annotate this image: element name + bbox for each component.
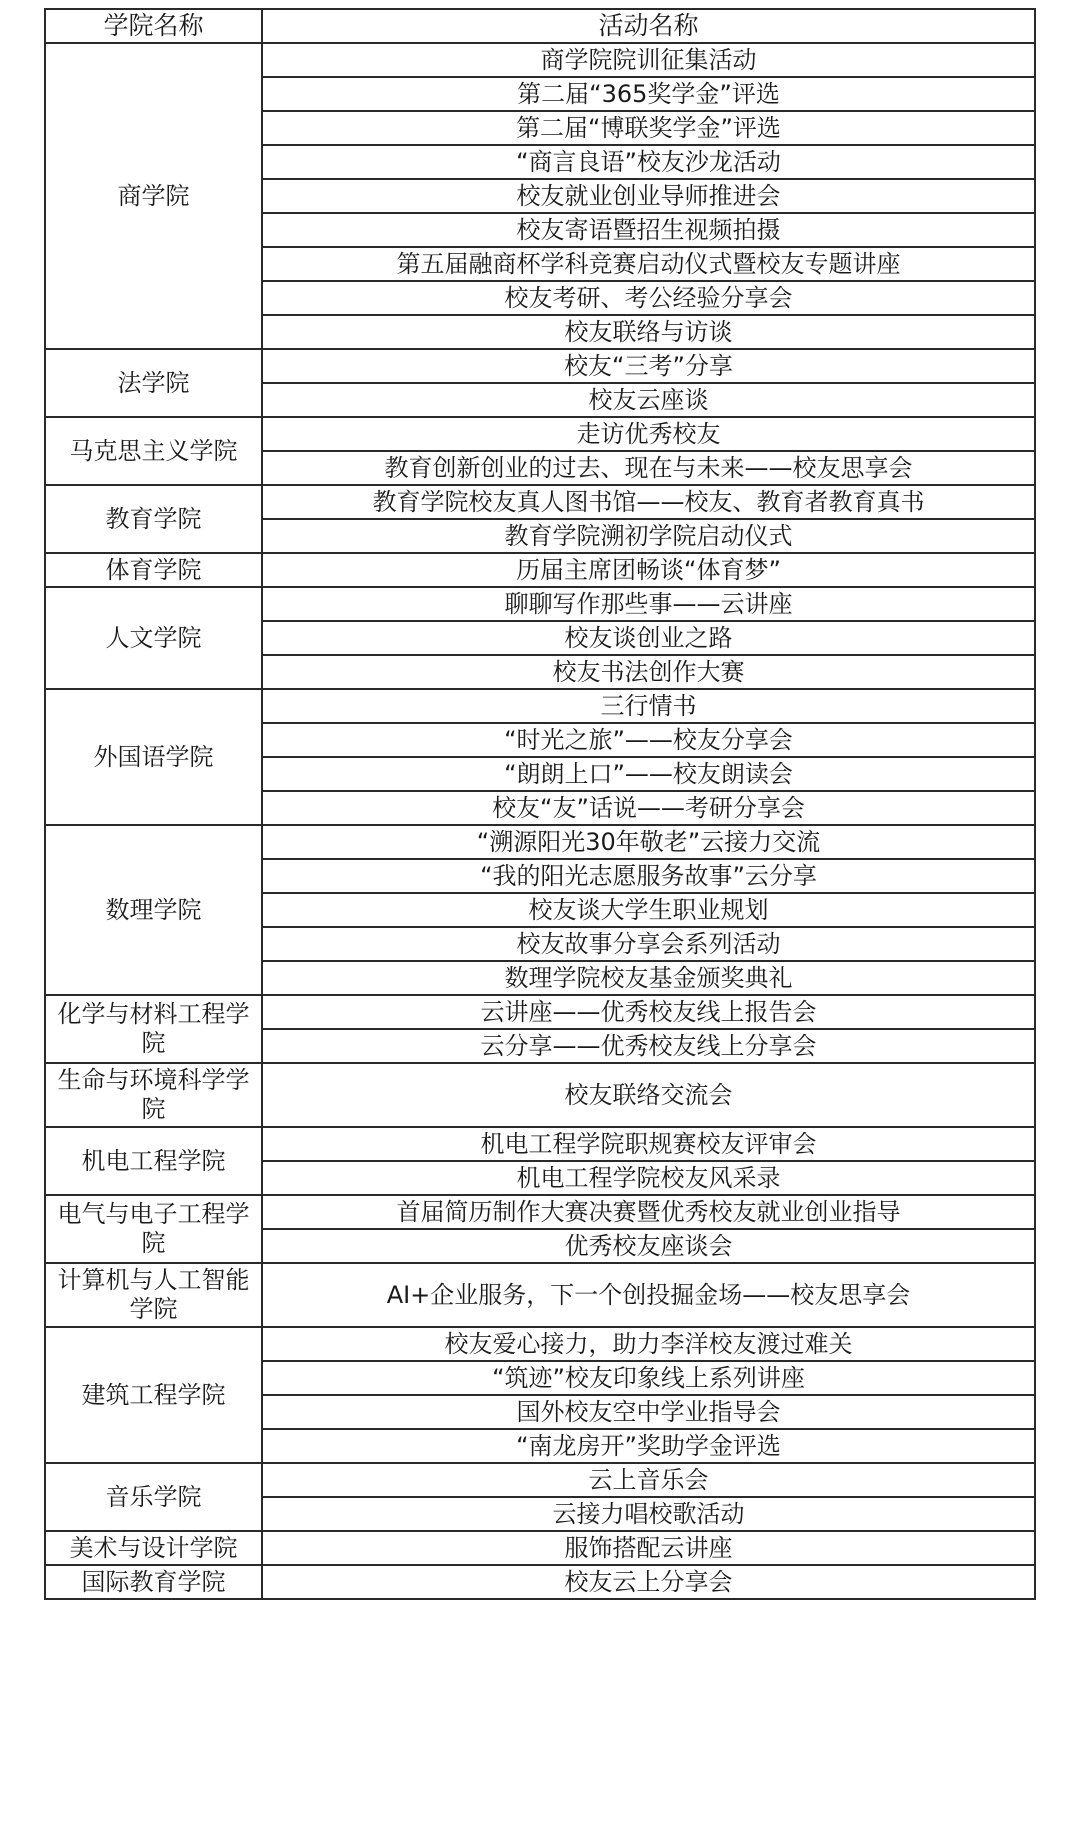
college-name-cell: 外国语学院 (45, 689, 262, 825)
table-row (45, 553, 1035, 587)
activity-name-cell: 云接力唱校歌活动 (262, 1497, 1035, 1531)
activity-name-cell: 教育创新创业的过去、现在与未来——校友思享会 (262, 451, 1035, 485)
activity-name-cell: 机电工程学院职规赛校友评审会 (262, 1127, 1035, 1161)
table-row (45, 1263, 1035, 1327)
activity-name-cell: 校友联络交流会 (262, 1063, 1035, 1127)
activity-name-cell: 校友谈大学生职业规划 (262, 893, 1035, 927)
activity-name-cell: 教育学院校友真人图书馆——校友、教育者教育真书 (262, 485, 1035, 519)
table-row (45, 1127, 1035, 1161)
table-row (45, 1531, 1035, 1565)
table-row (45, 1195, 1035, 1229)
table-row (45, 995, 1035, 1029)
activity-name-cell: 云分享——优秀校友线上分享会 (262, 1029, 1035, 1063)
college-name-cell: 电气与电子工程学院 (45, 1195, 262, 1263)
activity-name-cell: “筑迹”校友印象线上系列讲座 (262, 1361, 1035, 1395)
activity-name-cell: 云上音乐会 (262, 1463, 1035, 1497)
table-row (45, 1327, 1035, 1361)
table-row (45, 1463, 1035, 1497)
college-name-cell: 美术与设计学院 (45, 1531, 262, 1565)
activity-name-cell: “我的阳光志愿服务故事”云分享 (262, 859, 1035, 893)
college-name-cell: 生命与环境科学学院 (45, 1063, 262, 1127)
college-name-cell: 商学院 (45, 43, 262, 349)
table-row (45, 349, 1035, 383)
college-name-cell: 音乐学院 (45, 1463, 262, 1531)
activity-name-cell: 校友联络与访谈 (262, 315, 1035, 349)
college-name-cell: 体育学院 (45, 553, 262, 587)
activity-name-cell: 机电工程学院校友风采录 (262, 1161, 1035, 1195)
college-name-cell: 建筑工程学院 (45, 1327, 262, 1463)
activity-name-cell: 三行情书 (262, 689, 1035, 723)
activity-name-cell: 数理学院校友基金颁奖典礼 (262, 961, 1035, 995)
activity-name-cell: “南龙房开”奖助学金评选 (262, 1429, 1035, 1463)
college-name-cell: 法学院 (45, 349, 262, 417)
table-row (45, 485, 1035, 519)
college-name-cell: 计算机与人工智能学院 (45, 1263, 262, 1327)
activity-name-cell: 走访优秀校友 (262, 417, 1035, 451)
activity-name-cell: 第五届融商杯学科竞赛启动仪式暨校友专题讲座 (262, 247, 1035, 281)
activity-name-cell: 校友爱心接力，助力李洋校友渡过难关 (262, 1327, 1035, 1361)
college-name-cell: 数理学院 (45, 825, 262, 995)
activity-name-cell: 聊聊写作那些事——云讲座 (262, 587, 1035, 621)
activity-name-cell: “时光之旅”——校友分享会 (262, 723, 1035, 757)
activity-name-cell: 第二届“博联奖学金”评选 (262, 111, 1035, 145)
activity-name-cell: 国外校友空中学业指导会 (262, 1395, 1035, 1429)
table-body (45, 43, 1035, 1599)
activity-name-cell: 教育学院溯初学院启动仪式 (262, 519, 1035, 553)
activity-name-cell: 校友云座谈 (262, 383, 1035, 417)
activity-name-cell: 校友考研、考公经验分享会 (262, 281, 1035, 315)
activity-name-cell: “溯源阳光30年敬老”云接力交流 (262, 825, 1035, 859)
activity-name-cell: 优秀校友座谈会 (262, 1229, 1035, 1263)
table-row (45, 43, 1035, 77)
activity-name-cell: 首届简历制作大赛决赛暨优秀校友就业创业指导 (262, 1195, 1035, 1229)
table-row (45, 587, 1035, 621)
activity-name-cell: 校友就业创业导师推进会 (262, 179, 1035, 213)
table-header-row (45, 9, 1035, 43)
activity-name-cell: 校友故事分享会系列活动 (262, 927, 1035, 961)
activity-name-cell: 第二届“365奖学金”评选 (262, 77, 1035, 111)
activity-name-cell: 历届主席团畅谈“体育梦” (262, 553, 1035, 587)
activity-name-cell: 云讲座——优秀校友线上报告会 (262, 995, 1035, 1029)
college-name-cell: 教育学院 (45, 485, 262, 553)
activity-name-cell: 校友书法创作大赛 (262, 655, 1035, 689)
table-row (45, 1565, 1035, 1599)
activity-name-cell: 校友云上分享会 (262, 1565, 1035, 1599)
college-name-cell: 马克思主义学院 (45, 417, 262, 485)
header-activity-name: 活动名称 (262, 9, 1035, 43)
activity-name-cell: “商言良语”校友沙龙活动 (262, 145, 1035, 179)
college-name-cell: 化学与材料工程学院 (45, 995, 262, 1063)
college-name-cell: 人文学院 (45, 587, 262, 689)
activity-name-cell: 校友寄语暨招生视频拍摄 (262, 213, 1035, 247)
header-college-name: 学院名称 (45, 9, 262, 43)
college-activity-table (44, 8, 1036, 1600)
activity-name-cell: 商学院院训征集活动 (262, 43, 1035, 77)
activity-name-cell: 校友“三考”分享 (262, 349, 1035, 383)
activity-name-cell: 校友“友”话说——考研分享会 (262, 791, 1035, 825)
table-row (45, 1063, 1035, 1127)
table-row (45, 689, 1035, 723)
activity-name-cell: “朗朗上口”——校友朗读会 (262, 757, 1035, 791)
college-name-cell: 国际教育学院 (45, 1565, 262, 1599)
activity-name-cell: AI+企业服务，下一个创投掘金场——校友思享会 (262, 1263, 1035, 1327)
college-name-cell: 机电工程学院 (45, 1127, 262, 1195)
activity-name-cell: 服饰搭配云讲座 (262, 1531, 1035, 1565)
table-row (45, 825, 1035, 859)
activity-name-cell: 校友谈创业之路 (262, 621, 1035, 655)
table-row (45, 417, 1035, 451)
